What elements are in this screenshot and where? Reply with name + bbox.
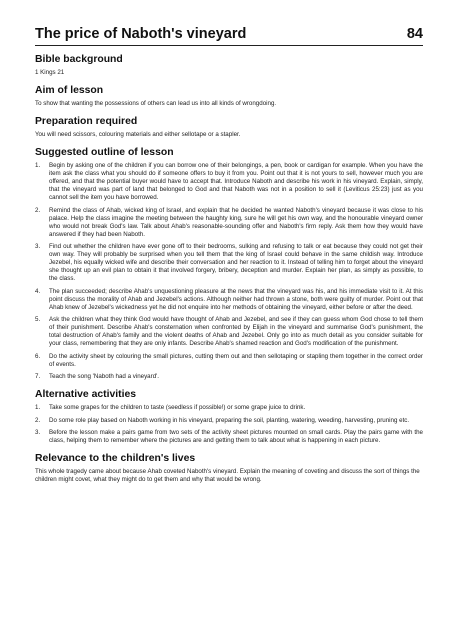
item-text: Remind the class of Ahab, wicked king of Israel, and explain that he decided he wanted Naboth's vineyard because it was close to his palace. Help the class imagine the meeting between the haughty king, sure he will get his own way, and the honourable vineyard owner who would not break God's law. Talk about Ahab's reasonable-sounding offer and Naboth's firm reply. Ask them how they would have answered if they had been Naboth.: [49, 206, 423, 238]
bible-background-heading: Bible background: [35, 54, 123, 65]
alternative-list: [35, 404, 423, 445]
item-text: The plan succeeded; describe Ahab's unquestioning pleasure at the news that the vineyard was his, and his immediate visit to it. At this point discuss the morality of Ahab and Jezebel's actions. Although neither had thrown a stone, both were guilty of murder. Point out that Ahab knew of Jezebel's wickedness yet he did not enquire into her methods of obtaining the vineyard, either before or after the deed.: [49, 287, 423, 311]
item-number: 1.: [35, 162, 41, 169]
item-text: Before the lesson make a pairs game from two sets of the activity sheet pictures mounted on small cards. Play the pairs game with the class, helping them to remember where the pictures are and getting them to talk about what is happening in each picture.: [49, 429, 423, 444]
relevance-text: This whole tragedy came about because Ahab coveted Naboth's vineyard. Explain the meaning of coveting and discuss the sort of things the children might covet, what they might do to get them and why that would be wrong.: [35, 468, 420, 483]
item-number: 4.: [35, 287, 41, 295]
item-number: 7.: [35, 373, 41, 380]
list-item: [35, 417, 423, 425]
list-item: [35, 353, 423, 369]
list-item: [35, 404, 423, 412]
list-item: [35, 373, 423, 381]
relevance-section: [35, 453, 423, 484]
page-number: 84: [406, 26, 423, 42]
bible-background-text: 1 Kings 21: [35, 69, 65, 76]
item-number: 2.: [35, 416, 41, 424]
outline-heading: Suggested outline of lesson: [35, 147, 174, 158]
aim-text: To show that wanting the possessions of others can lead us into all kinds of wrongdoing.: [35, 100, 277, 107]
page-title: The price of Naboth's vineyard: [35, 26, 247, 42]
list-item: [35, 429, 423, 445]
preparation-text: You will need scissors, colouring materials and either sellotape or a stapler.: [35, 131, 241, 138]
aim-section: [35, 85, 423, 108]
page-header: [35, 26, 423, 46]
list-item: [35, 316, 423, 348]
outline-list: [35, 162, 423, 381]
preparation-heading: Preparation required: [35, 116, 138, 127]
list-item: [35, 288, 423, 312]
item-text: Do some role play based on Naboth working in his vineyard, preparing the soil, planting, watering, weeding, harvesting, pruning etc.: [49, 416, 410, 424]
list-item: [35, 207, 423, 239]
list-item: [35, 162, 423, 202]
relevance-heading: Relevance to the children's lives: [35, 453, 196, 464]
preparation-section: [35, 116, 423, 139]
item-text: Find out whether the children have ever gone off to their bedrooms, sulking and refusing to talk or eat because they could not get their own way. They will probably be surprised when you tell them that the king of Israel could behave in the same childish way. Introduce Jezebel, his equally wicked wife and describe their conversation and her reaction to it. Instead of telling him to forget about the vineyard she thought up an evil plan to obtain it that involved forgery, bribery, deception and murder. Explain her plan, as simply as possible, to the class.: [49, 243, 423, 282]
item-number: 2.: [35, 206, 41, 214]
alternative-section: [35, 389, 423, 445]
alternative-heading: Alternative activities: [35, 389, 137, 400]
outline-section: [35, 147, 423, 381]
bible-background-section: [35, 54, 423, 77]
list-item: [35, 243, 423, 283]
item-number: 5.: [35, 316, 41, 323]
item-number: 3.: [35, 243, 41, 250]
item-number: 1.: [35, 404, 41, 411]
item-number: 6.: [35, 352, 41, 360]
item-number: 3.: [35, 429, 41, 436]
item-text: Teach the song 'Naboth had a vineyard'.: [49, 373, 160, 380]
aim-heading: Aim of lesson: [35, 85, 104, 96]
item-text: Do the activity sheet by colouring the small pictures, cutting them out and then sellotaping or stapling them together in the correct order of events.: [49, 352, 423, 368]
item-text: Begin by asking one of the children if you can borrow one of their belongings, a pen, book or cardigan for example. When you have the item ask the class what you should do if someone offers to buy it from you. Point out that it is not yours to sell, however much you are offered, and that the potential buyer would have to accept that. Introduce Naboth and describe his work in his vineyard. Explain, simply, that the vineyard was part of land that belonged to God and that Naboth was not in a position to sell it (Leviticus 25:23) just as you cannot sell the item you have borrowed.: [49, 162, 423, 201]
item-text: Ask the children what they think God would have thought of Ahab and Jezebel, and see if they can guess whom God chose to tell them of their punishment. Describe Ahab's consternation when confronted by Elijah in the vineyard and summarise God's punishment, the total destruction of Ahab's family and the violent deaths of Ahab and Jezebel. Only go into as much detail as you consider suitable for your class, remembering that they are only infants. Describe Ahab's shamed reaction and God's modification of the punishment.: [49, 316, 423, 347]
item-text: Take some grapes for the children to taste (seedless if possible!) or some grape juice to drink.: [49, 404, 306, 411]
